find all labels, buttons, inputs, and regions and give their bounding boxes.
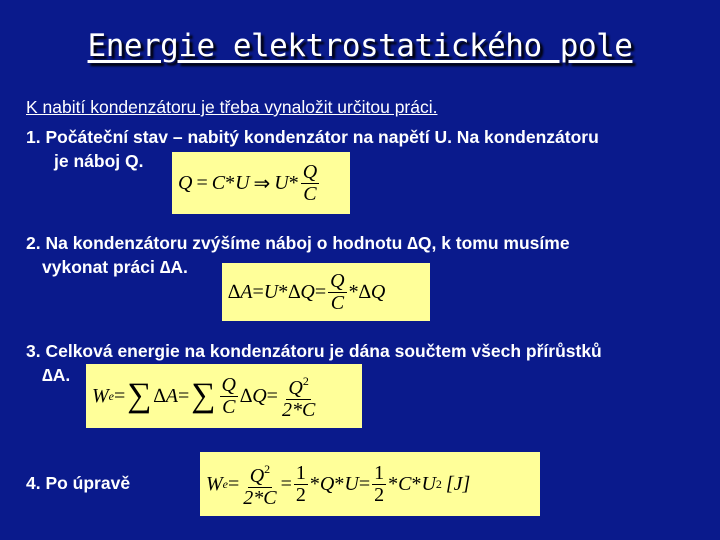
step-3-line-2: ∆A. (42, 365, 71, 385)
unit-joule: [J] (445, 472, 471, 495)
sum-symbol: ∑ (191, 377, 216, 414)
fraction-one-half: $\frac{1}{2}$ (295, 461, 306, 506)
fraction-one-half: $\frac{1}{2}$ (374, 461, 385, 506)
sum-symbol: ∑ (127, 377, 152, 414)
formula-box-4: W e = $\frac{Q^2}{2*C}$ = $\frac{1}{2}$ * Q * U = $\frac{1}{2}$ * C * U 2 [J] (200, 452, 540, 516)
step-4-label: 4. Po úpravě (26, 473, 131, 493)
formula-box-2: ∆A = U * ∆Q = $\frac{Q}{C}$ * ∆Q (222, 263, 430, 321)
step-3-line-1: 3. Celková energie na kondenzátoru je dána součtem všech přírůstků (26, 341, 602, 361)
fraction-q-over-c: $\frac{Q}{C}$ (221, 373, 236, 418)
formula-box-1: Q = C * U ⇒ U * $\frac{Q}{C}$ (172, 152, 350, 214)
formula-box-3: W e = ∑ ∆A = ∑ $\frac{Q}{C}$ ∆Q = $\frac{Q^2}{2*C}$ (86, 364, 362, 428)
fraction-q2-over-2c: $\frac{Q^2}{2*C}$ (280, 371, 317, 421)
step-1-line-2: je náboj Q. (54, 151, 144, 171)
intro-text: K nabití kondenzátoru je třeba vynaložit určitou práci. (26, 97, 438, 117)
step-2-line-2: vykonat práci ∆A. (42, 257, 188, 277)
fraction-q-over-c: $\frac{Q}{C}$ (330, 269, 345, 314)
step-1-line-1: 1. Počáteční stav – nabitý kondenzátor na napětí U. Na kondenzátoru (26, 127, 599, 147)
fraction-q-over-c: $\frac{Q}{C}$ (302, 160, 318, 205)
fraction-q2-over-2c: $\frac{Q^2}{2*C}$ (241, 459, 278, 509)
page-title: Energie elektrostatického pole (87, 28, 633, 64)
step-2-line-1: 2. Na kondenzátoru zvýšíme náboj o hodnotu ∆Q, k tomu musíme (26, 233, 570, 253)
